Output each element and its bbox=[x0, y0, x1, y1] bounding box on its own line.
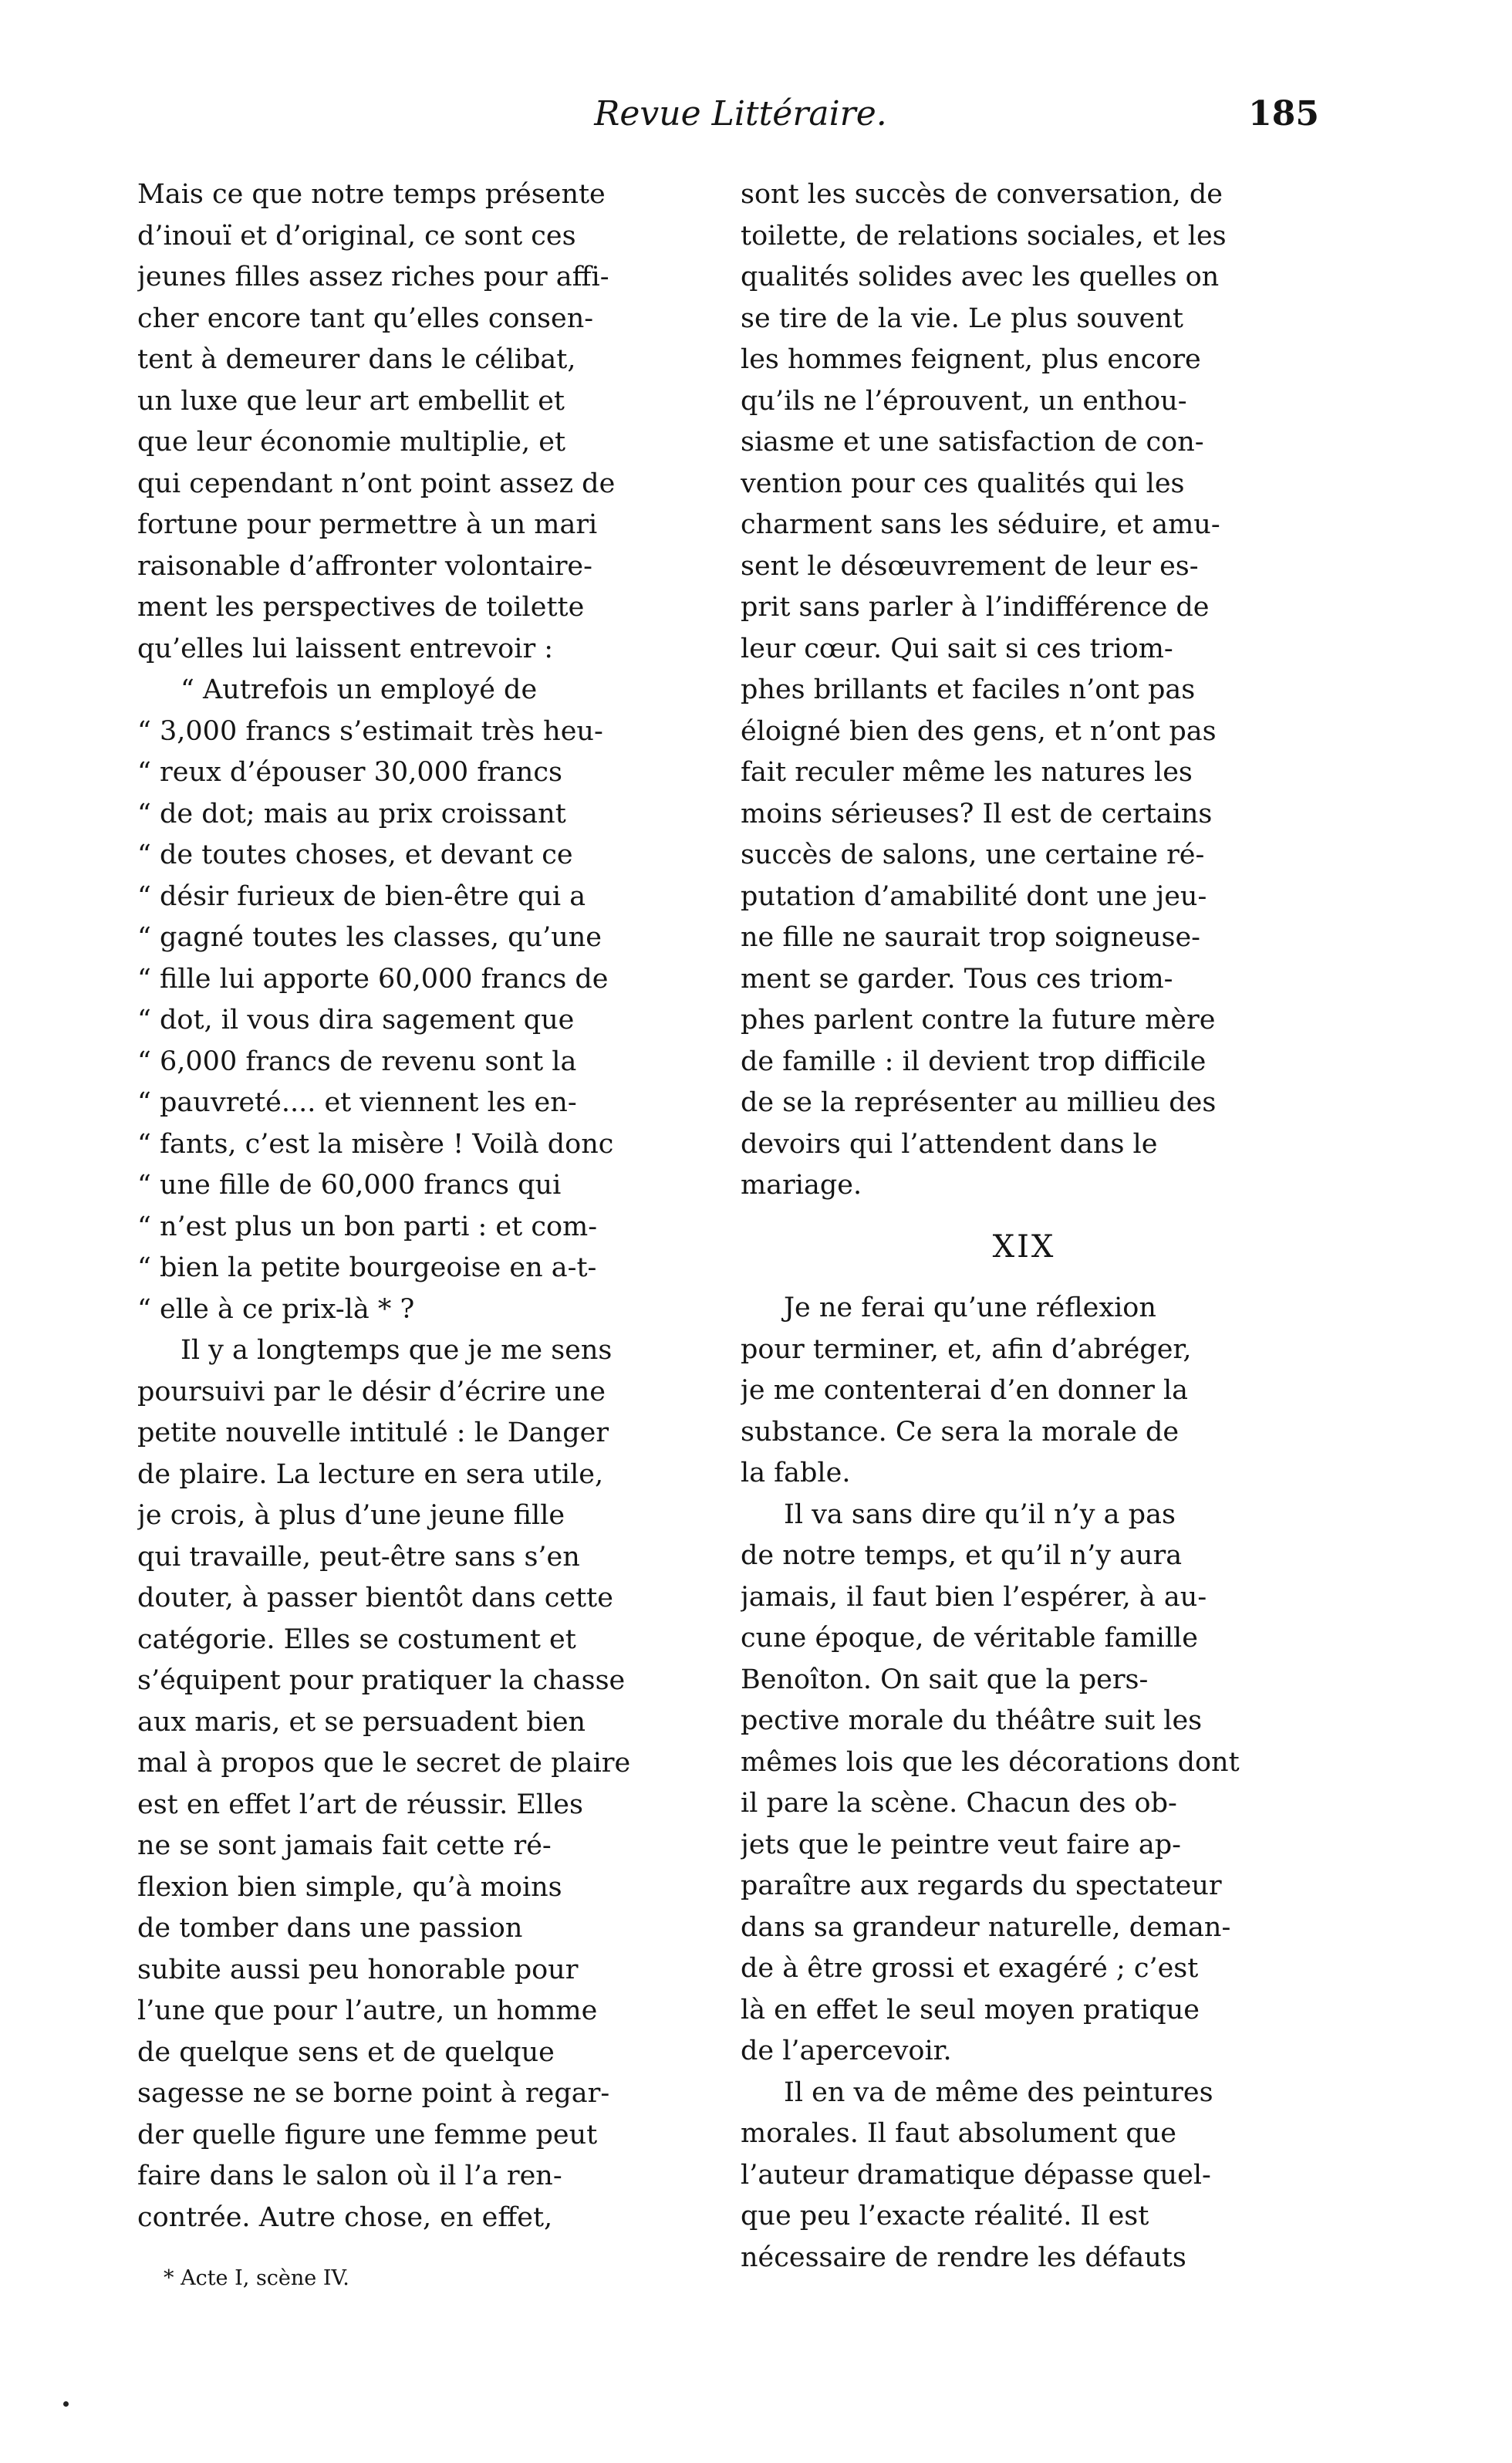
text-line: moins sérieuses? Il est de certains bbox=[741, 798, 1213, 829]
text-line: que leur économie multiplie, et bbox=[137, 427, 566, 458]
quote-line: “ de dot; mais au prix croissant bbox=[137, 798, 566, 829]
text-line: mêmes lois que les décorations dont bbox=[741, 1746, 1240, 1778]
text-line: ment se garder. Tous ces triom- bbox=[741, 963, 1173, 995]
text-line: jets que le peintre veut faire ap- bbox=[741, 1829, 1181, 1860]
text-line: jamais, il faut bien l’espérer, à au- bbox=[741, 1581, 1207, 1613]
text-line: cune époque, de véritable famille bbox=[741, 1623, 1198, 1654]
text-line: sent le désœuvrement de leur es- bbox=[741, 550, 1199, 582]
quote-line: “ une fille de 60,000 francs qui bbox=[137, 1170, 562, 1201]
quote-line: “ gagné toutes les classes, qu’une bbox=[137, 922, 602, 953]
text-line: fait reculer même les natures les bbox=[741, 757, 1193, 788]
text-line: de l’apercevoir. bbox=[741, 2036, 952, 2066]
text-line: substance. Ce sera la morale de bbox=[741, 1416, 1180, 1448]
text-line: de plaire. La lecture en sera utile, bbox=[137, 1458, 604, 1490]
text-line: Il va sans dire qu’il n’y a pas bbox=[784, 1498, 1176, 1530]
text-line: aux maris, et se persuadent bien bbox=[137, 1706, 586, 1738]
text-line: Il y a longtemps que je me sens bbox=[181, 1335, 613, 1366]
text-line: que peu l’exacte réalité. Il est bbox=[741, 2201, 1149, 2232]
text-line: devoirs qui l’attendent dans le bbox=[741, 1128, 1158, 1160]
text-line: leur cœur. Qui sait si ces triom- bbox=[741, 633, 1173, 664]
text-line: est en effet l’art de réussir. Elles bbox=[137, 1789, 583, 1820]
text-line: charment sans les séduire, et amu- bbox=[741, 509, 1220, 540]
text-line: je me contenterai d’en donner la bbox=[741, 1375, 1189, 1406]
text-line: Je ne ferai qu’une réflexion bbox=[784, 1292, 1156, 1323]
text-line: putation d’amabilité dont une jeu- bbox=[741, 880, 1207, 912]
text-line: de tomber dans une passion bbox=[137, 1913, 523, 1944]
text-line: s’équipent pour pratiquer la chasse bbox=[137, 1665, 626, 1696]
running-title: Revue Littéraire. bbox=[594, 94, 887, 133]
text-line: là en effet le seul moyen pratique bbox=[741, 1994, 1200, 2025]
text-line: mariage. bbox=[741, 1170, 862, 1201]
text-line: ment les perspectives de toilette bbox=[137, 592, 585, 623]
text-line: qui travaille, peut-être sans s’en bbox=[137, 1541, 580, 1573]
text-line: ne fille ne saurait trop soigneuse- bbox=[741, 922, 1201, 953]
text-line: catégorie. Elles se costument et bbox=[137, 1623, 576, 1655]
text-line: de notre temps, et qu’il n’y aura bbox=[741, 1540, 1183, 1571]
text-line: de quelque sens et de quelque bbox=[137, 2036, 555, 2068]
text-line: éloigné bien des gens, et n’ont pas bbox=[741, 715, 1217, 747]
text-line: qu’elles lui laissent entrevoir : bbox=[137, 633, 554, 664]
text-line: de famille : il devient trop difficile bbox=[741, 1046, 1207, 1077]
text-line: se tire de la vie. Le plus souvent bbox=[741, 302, 1183, 334]
text-line: de se la représenter au millieu des bbox=[741, 1087, 1217, 1118]
text-line: qu’ils ne l’éprouvent, un enthou- bbox=[741, 385, 1187, 417]
text-line: raisonable d’affronter volontaire- bbox=[137, 550, 592, 582]
text-line: prit sans parler à l’indifférence de bbox=[741, 592, 1210, 623]
text-line: subite aussi peu honorable pour bbox=[137, 1954, 579, 1985]
text-line: vention pour ces qualités qui les bbox=[741, 468, 1185, 499]
text-line: pour terminer, et, afin d’abréger, bbox=[741, 1333, 1192, 1365]
text-line: siasme et une satisfaction de con- bbox=[741, 427, 1204, 458]
text-line: l’auteur dramatique dépasse quel- bbox=[741, 2159, 1211, 2191]
text-line: d’inouï et d’original, ce sont ces bbox=[137, 220, 576, 252]
quote-line: “ désir furieux de bien-être qui a bbox=[137, 880, 586, 912]
section-heading: XIX bbox=[992, 1228, 1056, 1265]
quote-line: “ dot, il vous dira sagement que bbox=[137, 1005, 575, 1036]
text-line: cher encore tant qu’elles consen- bbox=[137, 302, 594, 334]
text-line: faire dans le salon où il l’a ren- bbox=[137, 2161, 562, 2191]
text-line: il pare la scène. Chacun des ob- bbox=[741, 1788, 1177, 1819]
quote-line: “ 6,000 francs de revenu sont la bbox=[137, 1046, 577, 1077]
text-line: petite nouvelle intitulé : le Danger bbox=[137, 1417, 609, 1448]
text-line: la fable. bbox=[741, 1458, 851, 1488]
quote-line: “ elle à ce prix-là * ? bbox=[137, 1293, 415, 1325]
text-line: ne se sont jamais fait cette ré- bbox=[137, 1830, 552, 1861]
text-line: dans sa grandeur naturelle, deman- bbox=[741, 1911, 1231, 1943]
text-line: phes parlent contre la future mère bbox=[741, 1005, 1216, 1036]
text-line: douter, à passer bientôt dans cette bbox=[137, 1583, 613, 1613]
text-line: mal à propos que le secret de plaire bbox=[137, 1748, 631, 1779]
text-line: sagesse ne se borne point à regar- bbox=[137, 2078, 610, 2109]
text-line: Mais ce que notre temps présente bbox=[137, 179, 606, 210]
text-line: jeunes filles assez riches pour affi- bbox=[137, 262, 609, 292]
text-line: der quelle figure une femme peut bbox=[137, 2119, 598, 2150]
quote-line: “ fants, c’est la misère ! Voilà donc bbox=[137, 1128, 614, 1160]
page-number: 185 bbox=[1248, 94, 1319, 133]
text-line: poursuivi par le désir d’écrire une bbox=[137, 1376, 606, 1407]
text-line: tent à demeurer dans le célibat, bbox=[137, 344, 576, 375]
text-line: pective morale du théâtre suit les bbox=[741, 1705, 1203, 1736]
left-column bbox=[137, 174, 685, 2238]
text-line: phes brillants et faciles n’ont pas bbox=[741, 674, 1196, 705]
text-line: Benoîton. On sait que la pers- bbox=[741, 1664, 1149, 1695]
right-column bbox=[741, 174, 1308, 2279]
text-line: paraître aux regards du spectateur bbox=[741, 1870, 1222, 1901]
text-line: l’une que pour l’autre, un homme bbox=[137, 1995, 598, 2026]
quote-line: “ reux d’épouser 30,000 francs bbox=[137, 757, 562, 788]
quote-line: “ fille lui apporte 60,000 francs de bbox=[137, 963, 609, 995]
text-line: contrée. Autre chose, en effet, bbox=[137, 2201, 553, 2233]
quote-line: “ 3,000 francs s’estimait très heu- bbox=[137, 715, 603, 747]
ink-speck bbox=[63, 2401, 69, 2407]
text-line: les hommes feignent, plus encore bbox=[741, 344, 1201, 375]
quote-line: “ bien la petite bourgeoise en a-t- bbox=[137, 1252, 597, 1283]
text-line: qualités solides avec les quelles on bbox=[741, 262, 1220, 292]
text-line: morales. Il faut absolument que bbox=[741, 2118, 1177, 2149]
footnote: * Acte I, scène IV. bbox=[164, 2266, 349, 2290]
text-line: un luxe que leur art embellit et bbox=[137, 385, 565, 417]
text-line: toilette, de relations sociales, et les bbox=[741, 220, 1227, 252]
quote-line: “ de toutes choses, et devant ce bbox=[137, 840, 573, 870]
text-line: qui cependant n’ont point assez de bbox=[137, 468, 616, 499]
text-line: sont les succès de conversation, de bbox=[741, 179, 1223, 210]
quote-line: “ Autrefois un employé de bbox=[181, 674, 538, 705]
text-line: nécessaire de rendre les défauts bbox=[741, 2242, 1186, 2273]
text-line: de à être grossi et exagéré ; c’est bbox=[741, 1953, 1199, 1984]
quote-line: “ pauvreté.... et viennent les en- bbox=[137, 1087, 577, 1118]
text-line: Il en va de même des peintures bbox=[784, 2076, 1213, 2108]
quote-line: “ n’est plus un bon parti : et com- bbox=[137, 1211, 598, 1242]
text-line: je crois, à plus d’une jeune fille bbox=[137, 1500, 565, 1531]
text-line: fortune pour permettre à un mari bbox=[137, 509, 598, 540]
text-line: succès de salons, une certaine ré- bbox=[741, 840, 1205, 870]
text-line: flexion bien simple, qu’à moins bbox=[137, 1871, 562, 1903]
